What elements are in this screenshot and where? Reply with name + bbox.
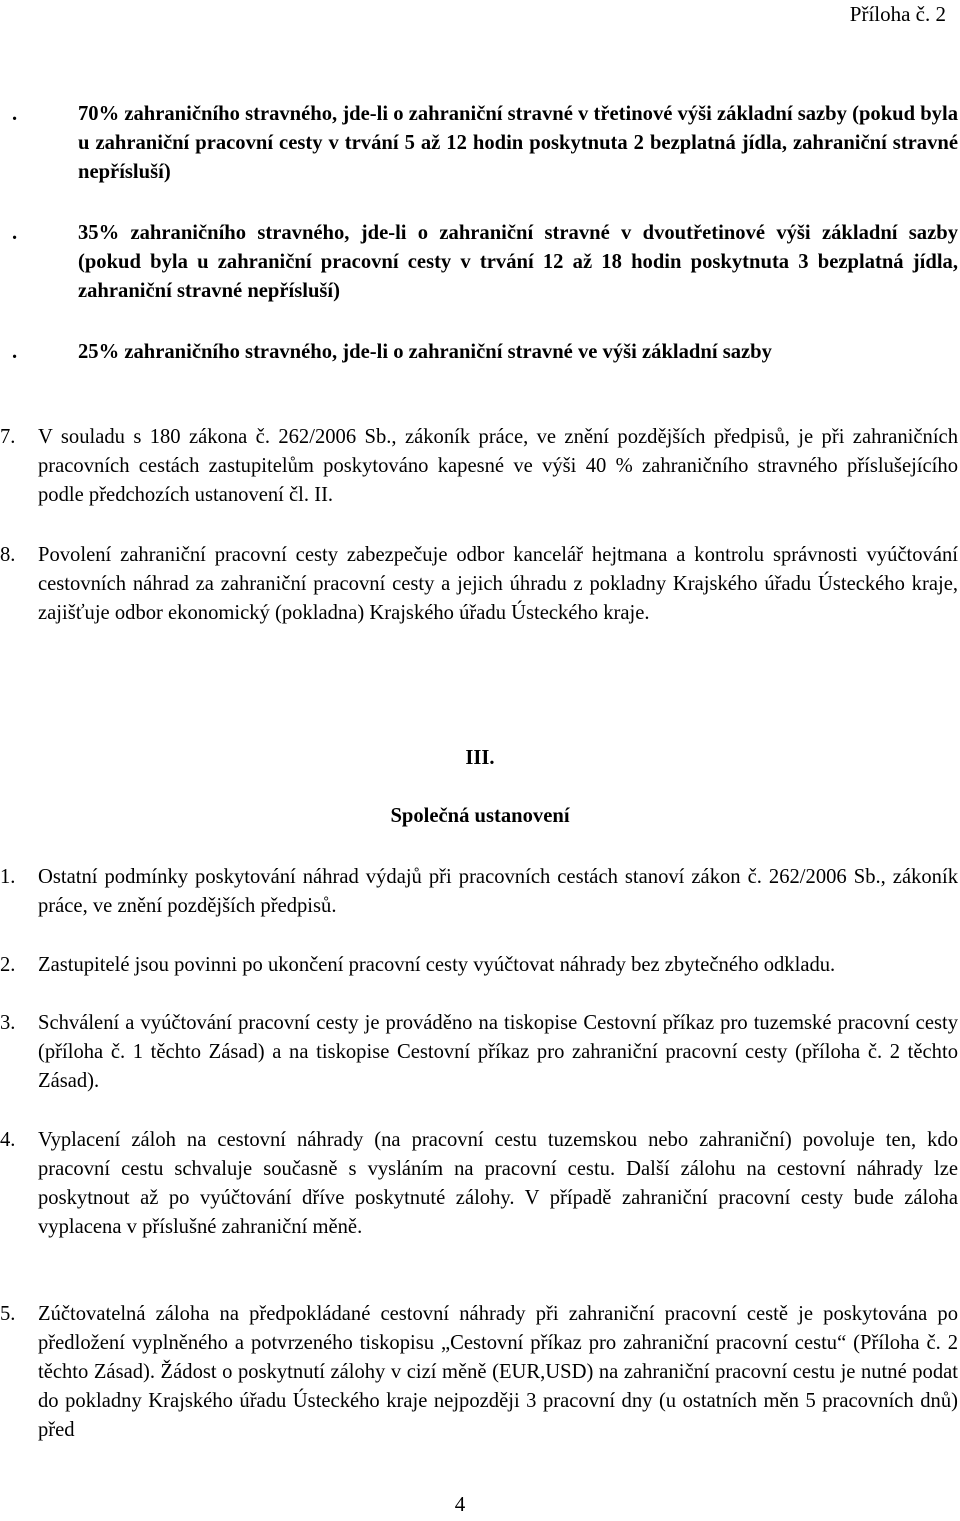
bullet-text: 70% zahraničního stravného, jde-li o zahraniční stravné v třetinové výši základní sazby (pokud byla u zahraniční pracovní cesty v trvání 5 až 12 hodin poskytnuta 2 bezplatná jídla, zahraniční stravné nepřísluší) bbox=[78, 103, 958, 183]
item-3 bbox=[0, 1009, 958, 1099]
bullet-marker: . bbox=[12, 341, 18, 363]
section-text: Povolení zahraniční pracovní cesty zabezpečuje odbor kancelář hejtmana a kontrolu správnosti vyúčtování cestovních náhrad za zahraniční pracovní cesty a jejich úhradu z pokladny Krajského úřadu Ústeckého kraje, zajišťuje odbor ekonomický (pokladna) Krajského úřadu Ústeckého kraje. bbox=[38, 544, 958, 624]
bullet-item bbox=[12, 219, 958, 309]
item-text: Vyplacení záloh na cestovní náhrady (na pracovní cestu tuzemskou nebo zahraniční) povoluje ten, kdo pracovní cestu schvaluje současně s vysláním na pracovní cestu. Další zálohu na cestovní náhrady lze poskytnout až po vyúčtování dříve poskytnuté zálohy. V případě zahraniční pracovní cesty bude záloha vyplacena v příslušné zahraniční měně. bbox=[38, 1129, 958, 1238]
bullet-marker: . bbox=[12, 103, 18, 125]
attachment-label: Příloha č. 2 bbox=[849, 2, 946, 26]
item-number: 3. bbox=[0, 1012, 16, 1034]
item-number: 4. bbox=[0, 1129, 16, 1151]
bullet-item bbox=[12, 100, 958, 190]
item-text: Zastupitelé jsou povinni po ukončení pracovní cesty vyúčtovat náhrady bez zbytečného odkladu. bbox=[38, 954, 836, 976]
page-number: 4 bbox=[454, 1492, 466, 1516]
item-text: Schválení a vyúčtování pracovní cesty je prováděno na tiskopise Cestovní příkaz pro tuzemské pracovní cesty (příloha č. 1 těchto Zásad) a na tiskopise Cestovní příkaz pro zahraniční pracovní cesty (příloha č. 2 těchto Zásad). bbox=[38, 1012, 958, 1092]
section-number: 7. bbox=[0, 426, 16, 448]
item-text: Ostatní podmínky poskytování náhrad výdajů při pracovních cestách stanoví zákon č. 262/2006 Sb., zákoník práce, ve znění pozdějších předpisů. bbox=[38, 866, 958, 917]
item-number: 5. bbox=[0, 1303, 16, 1325]
section-8 bbox=[0, 541, 958, 661]
bullet-marker: . bbox=[12, 222, 18, 244]
section-text: V souladu s 180 zákona č. 262/2006 Sb., zákoník práce, ve znění pozdějších předpisů, je při zahraničních pracovních cestách zastupitelům poskytováno kapesné ve výši 40 % zahraničního stravného příslušejícího podle předchozích ustanovení čl. II. bbox=[38, 426, 958, 506]
bullet-item bbox=[12, 338, 958, 368]
bullet-text: 35% zahraničního stravného, jde-li o zahraniční stravné v dvoutřetinové výši základní sazby (pokud byla u zahraniční pracovní cesty v trvání 12 až 18 hodin poskytnuta 3 bezplatná jídla, zahraniční stravné nepřísluší) bbox=[78, 222, 958, 302]
article-title: Společná ustanovení bbox=[390, 805, 570, 827]
item-5 bbox=[0, 1300, 958, 1450]
item-number: 1. bbox=[0, 866, 16, 888]
item-number: 2. bbox=[0, 954, 16, 976]
item-4 bbox=[0, 1126, 958, 1246]
item-2 bbox=[0, 951, 958, 1011]
item-text: Zúčtovatelná záloha na předpokládané cestovní náhrady při zahraniční pracovní cestě je poskytována po předložení vyplněného a potvrzeného tiskopisu „Cestovní příkaz pro zahraniční pracovní cestu“ (Příloha č. 2 těchto Zásad). Žádost o poskytnutí zálohy v cizí měně (EUR,USD) na zahraniční pracovní cestu je nutné podat do pokladny Krajského úřadu Ústeckého kraje nejpozději 3 pracovní dny (u ostatních měn 5 pracovních dnů) před bbox=[38, 1303, 958, 1441]
section-7 bbox=[0, 423, 958, 513]
bullet-text: 25% zahraničního stravného, jde-li o zahraniční stravné ve výši základní sazby bbox=[78, 341, 772, 363]
section-number: 8. bbox=[0, 544, 16, 566]
item-1 bbox=[0, 863, 958, 923]
article-numeral: III. bbox=[465, 747, 495, 769]
